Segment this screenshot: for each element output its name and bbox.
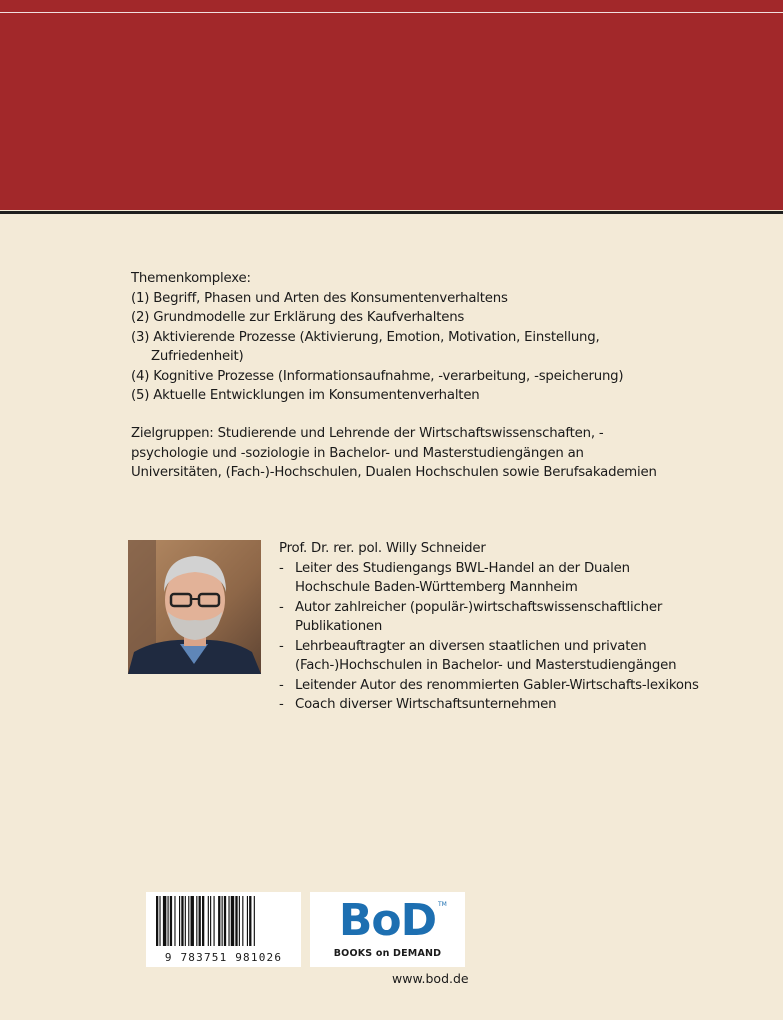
themes-section (131, 269, 691, 406)
barcode-bars (146, 892, 301, 952)
top-thin-rule (0, 12, 783, 13)
barcode-bar (247, 896, 248, 946)
author-bio-text: Leiter des Studiengangs BWL-Handel an der Dualen Hochschule Baden-Württemberg Mannheim (295, 560, 630, 595)
author-bio-item (279, 637, 699, 676)
barcode-bar (196, 896, 197, 946)
barcode-bar (222, 896, 223, 946)
barcode-bar (181, 896, 183, 946)
theme-item-continuation: Zufriedenheit) (151, 349, 244, 364)
bod-logo-text: BoD (338, 895, 437, 946)
barcode-bar (174, 896, 175, 946)
author-name: Prof. Dr. rer. pol. Willy Schneider (279, 541, 486, 556)
bullet-dash: - (279, 560, 284, 576)
barcode-bar (254, 896, 255, 946)
bullet-dash: - (279, 677, 284, 693)
publisher-logo (310, 892, 465, 967)
author-portrait-illustration (128, 540, 261, 674)
band-divider-rule (0, 211, 783, 214)
author-photo (128, 540, 261, 674)
barcode-bar (249, 896, 251, 946)
barcode-bar (235, 896, 237, 946)
author-bio-item (279, 559, 699, 598)
barcode-bar (242, 896, 243, 946)
theme-item: (4) Kognitive Prozesse (Informationsaufnahme, -verarbeitung, -speicherung) (131, 368, 624, 384)
barcode-bar (168, 896, 169, 946)
barcode-bar (179, 896, 180, 946)
author-bio-item (279, 676, 699, 696)
author-bio-text: Lehrbeauftragter an diversen staatlichen und privaten (Fach-)Hochschulen in Bachelor- und Masterstudiengängen (295, 638, 677, 673)
top-red-band (0, 0, 783, 210)
theme-item: (2) Grundmodelle zur Erklärung des Kaufverhaltens (131, 310, 465, 325)
author-bio-text: Coach diverser Wirtschaftsunternehmen (295, 697, 557, 712)
barcode-bar (224, 896, 226, 946)
theme-item: (5) Aktuelle Entwicklungen im Konsumentenverhalten (131, 388, 480, 403)
theme-item: (3) Aktivierende Prozesse (Aktivierung, Emotion, Motivation, Einstellung, (131, 329, 600, 345)
theme-item: (1) Begriff, Phasen und Arten des Konsumentenverhaltens (131, 290, 508, 306)
barcode-bar (208, 896, 209, 946)
barcode-bar (199, 896, 201, 946)
barcode-bar (191, 896, 194, 946)
barcode-bar (228, 896, 229, 946)
target-groups-text: Zielgruppen: Studierende und Lehrende der Wirtschaftswissenschaften, -psychologie und -soziologie in Bachelor- und Masterstudiengängen an Universitäten, (Fach-)-Hochschulen, Dualen Hochschulen sowie Berufsakademien (131, 426, 657, 480)
barcode-bar (231, 896, 234, 946)
author-bio-item (279, 598, 699, 637)
barcode-bar (218, 896, 220, 946)
barcode-bar (185, 896, 186, 946)
trademark-mark: TM (438, 901, 447, 908)
barcode-bar (214, 896, 215, 946)
bullet-dash: - (279, 638, 284, 654)
barcode-bar (156, 896, 158, 946)
author-bio (279, 539, 699, 715)
barcode-bar (159, 896, 160, 946)
barcode-number: 9 783751 981026 (164, 951, 283, 964)
bullet-dash: - (279, 697, 284, 712)
author-bio-text: Autor zahlreicher (populär-)wirtschaftswissenschaftlicher Publikationen (295, 599, 663, 634)
themes-heading: Themenkomplexe: (131, 271, 251, 286)
author-bio-item (279, 695, 699, 715)
barcode-bar (202, 896, 204, 946)
bod-tagline: BOOKS on DEMAND (333, 948, 442, 959)
isbn-barcode (146, 892, 301, 967)
bullet-dash: - (279, 599, 284, 615)
barcode-bar (170, 896, 172, 946)
barcode-bar (210, 896, 211, 946)
author-bio-text: Leitender Autor des renommierten Gabler-Wirtschafts-lexikons (295, 677, 699, 693)
barcode-bar (163, 896, 166, 946)
barcode-bar (188, 896, 189, 946)
barcode-bar (239, 896, 240, 946)
publisher-website: www.bod.de (392, 971, 469, 986)
